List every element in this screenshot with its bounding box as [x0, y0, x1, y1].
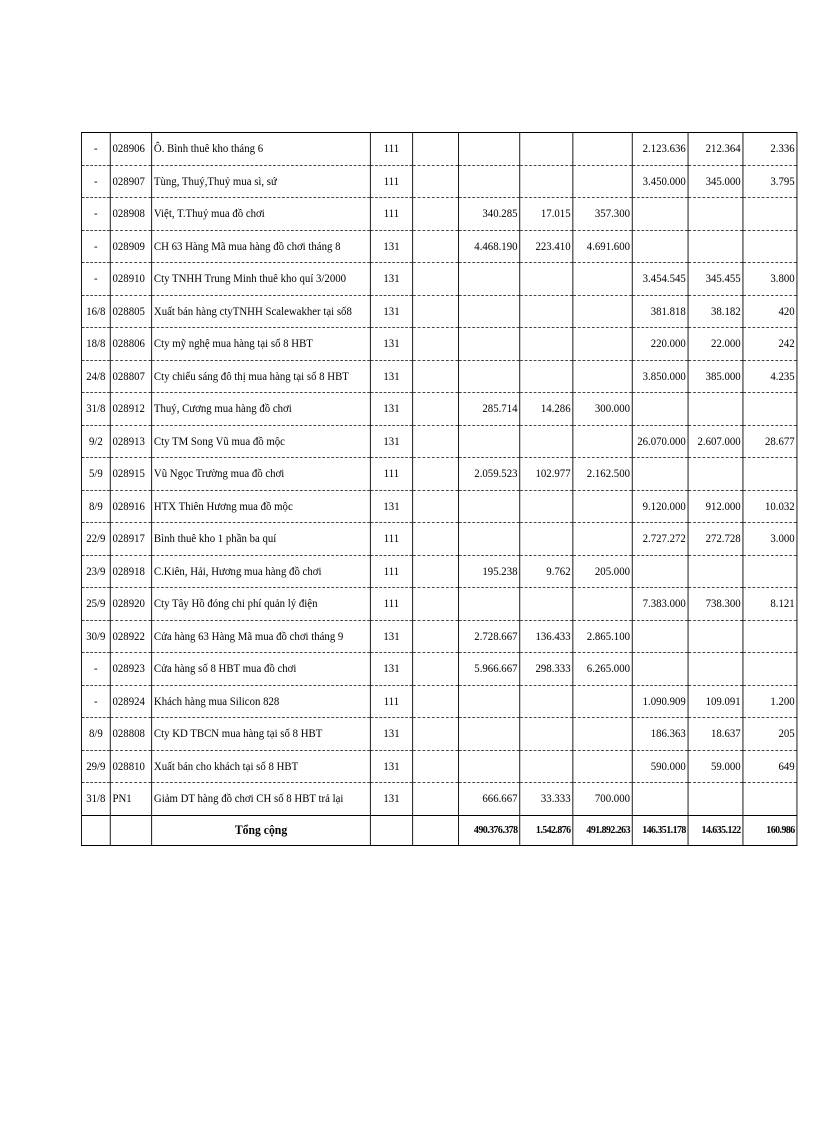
total-cell: 2.336	[743, 133, 797, 166]
vat-cell: 385.000	[688, 360, 743, 393]
voucher-number-cell: 028807	[110, 360, 151, 393]
voucher-number-cell: 028920	[110, 588, 151, 621]
voucher-number-cell: 028805	[110, 295, 151, 328]
table-row	[81, 230, 796, 263]
amount-cell: 381.818	[632, 295, 688, 328]
amount-cell: 2.727.272	[632, 523, 688, 556]
description-cell: CH 63 Hàng Mã mua hàng đồ chơi tháng 8	[152, 230, 371, 263]
blank-cell	[413, 360, 459, 393]
date-cell: -	[81, 685, 110, 718]
date-cell: 16/8	[81, 295, 110, 328]
voucher-number-cell: 028917	[110, 523, 151, 556]
description-cell: C.Kiên, Hải, Hương mua hàng đồ chơi	[152, 555, 371, 588]
amount-cell: 220.000	[632, 328, 688, 361]
amount-cell	[632, 230, 688, 263]
vat-cell: 9.762	[520, 555, 573, 588]
voucher-number-cell: 028909	[110, 230, 151, 263]
amount-cell: 7.383.000	[632, 588, 688, 621]
blank-cell	[413, 458, 459, 491]
vat-cell: 212.364	[688, 133, 743, 166]
total-amount-cell: 146.351.178	[632, 815, 688, 845]
table-row	[81, 295, 796, 328]
table-row	[81, 198, 796, 231]
description-cell: Vũ Ngọc Trường mua đồ chơi	[152, 458, 371, 491]
vat-cell: 272.728	[688, 523, 743, 556]
amount-cell: 666.667	[459, 783, 520, 816]
date-cell: 25/9	[81, 588, 110, 621]
total-cell	[573, 165, 632, 198]
vat-cell: 18.637	[688, 718, 743, 751]
table-row	[81, 750, 796, 783]
date-cell: 31/8	[81, 783, 110, 816]
date-cell: 8/9	[81, 718, 110, 751]
date-cell: -	[81, 653, 110, 686]
blank-cell	[413, 555, 459, 588]
date-cell: -	[81, 198, 110, 231]
voucher-number-cell: 028922	[110, 620, 151, 653]
description-cell: Cty KD TBCN mua hàng tại số 8 HBT	[152, 718, 371, 751]
amount-cell	[632, 458, 688, 491]
table-row	[81, 458, 796, 491]
date-cell: 5/9	[81, 458, 110, 491]
amount-cell	[632, 198, 688, 231]
amount-cell	[459, 165, 520, 198]
total-total-cell: 160.986	[743, 815, 797, 845]
blank-cell	[413, 620, 459, 653]
amount-cell: 285.714	[459, 393, 520, 426]
vat-cell	[688, 783, 743, 816]
description-cell: Việt, T.Thuỷ mua đồ chơi	[152, 198, 371, 231]
description-cell: HTX Thiên Hương mua đồ mộc	[152, 490, 371, 523]
account-cell: 111	[370, 523, 412, 556]
blank-cell	[413, 718, 459, 751]
amount-cell	[459, 295, 520, 328]
voucher-number-cell: 028924	[110, 685, 151, 718]
table-row	[81, 523, 796, 556]
total-cell: 700.000	[573, 783, 632, 816]
description-cell: Thuý, Cương mua hàng đồ chơi	[152, 393, 371, 426]
description-cell: Cty TM Song Vũ mua đồ mộc	[152, 425, 371, 458]
table-row	[81, 783, 796, 816]
date-cell: -	[81, 165, 110, 198]
vat-cell: 14.286	[520, 393, 573, 426]
amount-cell: 590.000	[632, 750, 688, 783]
blank-cell	[110, 815, 151, 845]
total-cell	[573, 588, 632, 621]
total-cell: 28.677	[743, 425, 797, 458]
account-cell: 131	[370, 490, 412, 523]
vat-cell	[688, 555, 743, 588]
total-cell: 3.795	[743, 165, 797, 198]
amount-cell	[459, 523, 520, 556]
total-cell: 242	[743, 328, 797, 361]
account-cell: 131	[370, 360, 412, 393]
total-cell	[743, 393, 797, 426]
table-row	[81, 263, 796, 296]
blank-cell	[413, 588, 459, 621]
amount-cell: 2.059.523	[459, 458, 520, 491]
table-row	[81, 328, 796, 361]
vat-cell	[520, 263, 573, 296]
voucher-number-cell: 028906	[110, 133, 151, 166]
amount-cell	[459, 718, 520, 751]
table-row	[81, 685, 796, 718]
vat-cell	[520, 295, 573, 328]
blank-cell	[413, 230, 459, 263]
description-cell: Cty Tây Hồ đóng chi phí quản lý điện	[152, 588, 371, 621]
vat-cell	[520, 523, 573, 556]
date-cell: -	[81, 263, 110, 296]
amount-cell: 3.850.000	[632, 360, 688, 393]
amount-cell: 5.966.667	[459, 653, 520, 686]
amount-cell	[459, 263, 520, 296]
table-row	[81, 588, 796, 621]
total-cell	[743, 230, 797, 263]
total-cell: 649	[743, 750, 797, 783]
account-cell: 131	[370, 425, 412, 458]
total-amount-cell: 490.376.378	[459, 815, 520, 845]
account-cell: 131	[370, 718, 412, 751]
voucher-number-cell: 028915	[110, 458, 151, 491]
amount-cell	[459, 328, 520, 361]
blank-cell	[413, 750, 459, 783]
blank-cell	[413, 198, 459, 231]
table-row	[81, 490, 796, 523]
voucher-number-cell: 028908	[110, 198, 151, 231]
account-cell: 131	[370, 393, 412, 426]
total-cell: 357.300	[573, 198, 632, 231]
amount-cell	[459, 360, 520, 393]
description-cell: Xuất bán cho khách tại số 8 HBT	[152, 750, 371, 783]
account-cell: 111	[370, 133, 412, 166]
account-cell: 111	[370, 685, 412, 718]
total-cell: 4.235	[743, 360, 797, 393]
vat-cell	[688, 393, 743, 426]
blank-cell	[413, 133, 459, 166]
description-cell: Ô. Bình thuê kho tháng 6	[152, 133, 371, 166]
description-cell: Bình thuê kho 1 phần ba quí	[152, 523, 371, 556]
amount-cell	[459, 133, 520, 166]
vat-cell	[520, 718, 573, 751]
total-cell: 300.000	[573, 393, 632, 426]
vat-cell: 22.000	[688, 328, 743, 361]
amount-cell	[632, 393, 688, 426]
vat-cell: 345.455	[688, 263, 743, 296]
table-row	[81, 360, 796, 393]
total-cell	[573, 133, 632, 166]
total-cell: 2.865.100	[573, 620, 632, 653]
blank-cell	[413, 523, 459, 556]
blank-cell	[413, 490, 459, 523]
vat-cell	[520, 360, 573, 393]
blank-cell	[413, 328, 459, 361]
total-cell: 1.200	[743, 685, 797, 718]
description-cell: Cửa hàng số 8 HBT mua đồ chơi	[152, 653, 371, 686]
voucher-number-cell: 028808	[110, 718, 151, 751]
total-cell	[743, 783, 797, 816]
voucher-number-cell: 028923	[110, 653, 151, 686]
vat-cell: 223.410	[520, 230, 573, 263]
vat-cell: 298.333	[520, 653, 573, 686]
date-cell: -	[81, 230, 110, 263]
amount-cell: 2.728.667	[459, 620, 520, 653]
amount-cell: 1.090.909	[632, 685, 688, 718]
table-row	[81, 425, 796, 458]
total-cell	[743, 458, 797, 491]
table-row	[81, 133, 796, 166]
voucher-number-cell: 028810	[110, 750, 151, 783]
total-cell: 205	[743, 718, 797, 751]
date-cell: 23/9	[81, 555, 110, 588]
vat-cell	[520, 588, 573, 621]
date-cell: 18/8	[81, 328, 110, 361]
table-row	[81, 653, 796, 686]
total-row	[81, 815, 796, 845]
date-cell: 29/9	[81, 750, 110, 783]
total-cell	[573, 425, 632, 458]
voucher-number-cell: 028913	[110, 425, 151, 458]
table-row	[81, 718, 796, 751]
vat-cell	[520, 328, 573, 361]
voucher-number-cell: 028907	[110, 165, 151, 198]
table-row	[81, 393, 796, 426]
total-cell	[573, 685, 632, 718]
amount-cell: 3.454.545	[632, 263, 688, 296]
blank-cell	[370, 815, 412, 845]
account-cell: 131	[370, 263, 412, 296]
date-cell: 8/9	[81, 490, 110, 523]
account-cell: 131	[370, 783, 412, 816]
description-cell: Cty chiếu sáng đô thị mua hàng tại số 8 HBT	[152, 360, 371, 393]
amount-cell: 186.363	[632, 718, 688, 751]
total-cell: 6.265.000	[573, 653, 632, 686]
description-cell: Giảm DT hàng đồ chơi CH số 8 HBT trả lại	[152, 783, 371, 816]
date-cell: 30/9	[81, 620, 110, 653]
amount-cell	[632, 783, 688, 816]
vat-cell: 738.300	[688, 588, 743, 621]
total-vat-cell: 14.635.122	[688, 815, 743, 845]
blank-cell	[413, 685, 459, 718]
vat-cell	[520, 685, 573, 718]
vat-cell	[520, 425, 573, 458]
vat-cell	[520, 133, 573, 166]
total-cell	[743, 653, 797, 686]
amount-cell: 3.450.000	[632, 165, 688, 198]
voucher-number-cell: 028806	[110, 328, 151, 361]
total-cell: 8.121	[743, 588, 797, 621]
ledger-body	[81, 133, 796, 846]
account-cell: 131	[370, 230, 412, 263]
total-label: Tổng cộng	[152, 815, 371, 845]
total-cell	[573, 263, 632, 296]
amount-cell	[459, 685, 520, 718]
account-cell: 111	[370, 198, 412, 231]
vat-cell	[688, 653, 743, 686]
description-cell: Khách hàng mua Silicon 828	[152, 685, 371, 718]
vat-cell	[688, 620, 743, 653]
blank-cell	[413, 815, 459, 845]
total-cell: 420	[743, 295, 797, 328]
table-row	[81, 620, 796, 653]
total-cell	[573, 750, 632, 783]
vat-cell	[520, 490, 573, 523]
account-cell: 131	[370, 653, 412, 686]
total-cell: 3.000	[743, 523, 797, 556]
amount-cell	[459, 490, 520, 523]
vat-cell: 59.000	[688, 750, 743, 783]
amount-cell: 9.120.000	[632, 490, 688, 523]
total-cell: 2.162.500	[573, 458, 632, 491]
total-cell	[743, 555, 797, 588]
amount-cell	[459, 750, 520, 783]
total-cell	[573, 523, 632, 556]
account-cell: 131	[370, 295, 412, 328]
amount-cell: 4.468.190	[459, 230, 520, 263]
total-cell	[573, 328, 632, 361]
ledger-table	[81, 132, 797, 846]
voucher-number-cell: 028918	[110, 555, 151, 588]
account-cell: 131	[370, 620, 412, 653]
amount-cell: 2.123.636	[632, 133, 688, 166]
ledger-sheet	[81, 132, 816, 846]
account-cell: 131	[370, 328, 412, 361]
blank-cell	[413, 653, 459, 686]
blank-cell	[413, 783, 459, 816]
voucher-number-cell: 028916	[110, 490, 151, 523]
vat-cell	[688, 458, 743, 491]
blank-cell	[81, 815, 110, 845]
voucher-number-cell: 028912	[110, 393, 151, 426]
vat-cell	[688, 230, 743, 263]
amount-cell: 340.285	[459, 198, 520, 231]
total-cell	[743, 198, 797, 231]
total-cell	[573, 718, 632, 751]
amount-cell	[632, 555, 688, 588]
description-cell: Cty mỹ nghệ mua hàng tại số 8 HBT	[152, 328, 371, 361]
vat-cell: 38.182	[688, 295, 743, 328]
date-cell: -	[81, 133, 110, 166]
vat-cell: 2.607.000	[688, 425, 743, 458]
date-cell: 24/8	[81, 360, 110, 393]
total-cell: 205.000	[573, 555, 632, 588]
description-cell: Tùng, Thuý,Thuỷ mua sì, sứ	[152, 165, 371, 198]
vat-cell: 109.091	[688, 685, 743, 718]
total-cell: 10.032	[743, 490, 797, 523]
amount-cell	[459, 588, 520, 621]
vat-cell: 17.015	[520, 198, 573, 231]
vat-cell: 136.433	[520, 620, 573, 653]
total-cell: 4.691.600	[573, 230, 632, 263]
table-row	[81, 165, 796, 198]
vat-cell	[688, 198, 743, 231]
total-cell	[573, 295, 632, 328]
vat-cell	[520, 165, 573, 198]
vat-cell: 912.000	[688, 490, 743, 523]
account-cell: 111	[370, 588, 412, 621]
total-cell	[573, 490, 632, 523]
account-cell: 111	[370, 458, 412, 491]
account-cell: 111	[370, 165, 412, 198]
blank-cell	[413, 425, 459, 458]
total-cell	[743, 620, 797, 653]
description-cell: Cty TNHH Trung Minh thuê kho quí 3/2000	[152, 263, 371, 296]
account-cell: 111	[370, 555, 412, 588]
total-total-cell: 491.892.263	[573, 815, 632, 845]
amount-cell	[632, 653, 688, 686]
vat-cell	[520, 750, 573, 783]
description-cell: Xuất bán hàng ctyTNHH Scalewakher tại số8	[152, 295, 371, 328]
amount-cell: 26.070.000	[632, 425, 688, 458]
date-cell: 31/8	[81, 393, 110, 426]
voucher-number-cell: 028910	[110, 263, 151, 296]
description-cell: Cửa hàng 63 Hàng Mã mua đồ chơi tháng 9	[152, 620, 371, 653]
total-cell	[573, 360, 632, 393]
voucher-number-cell: PN1	[110, 783, 151, 816]
blank-cell	[413, 165, 459, 198]
blank-cell	[413, 295, 459, 328]
amount-cell	[459, 425, 520, 458]
vat-cell: 33.333	[520, 783, 573, 816]
total-vat-cell: 1.542.876	[520, 815, 573, 845]
date-cell: 9/2	[81, 425, 110, 458]
amount-cell: 195.238	[459, 555, 520, 588]
blank-cell	[413, 263, 459, 296]
vat-cell: 345.000	[688, 165, 743, 198]
vat-cell: 102.977	[520, 458, 573, 491]
account-cell: 131	[370, 750, 412, 783]
blank-cell	[413, 393, 459, 426]
total-cell: 3.800	[743, 263, 797, 296]
date-cell: 22/9	[81, 523, 110, 556]
amount-cell	[632, 620, 688, 653]
table-row	[81, 555, 796, 588]
